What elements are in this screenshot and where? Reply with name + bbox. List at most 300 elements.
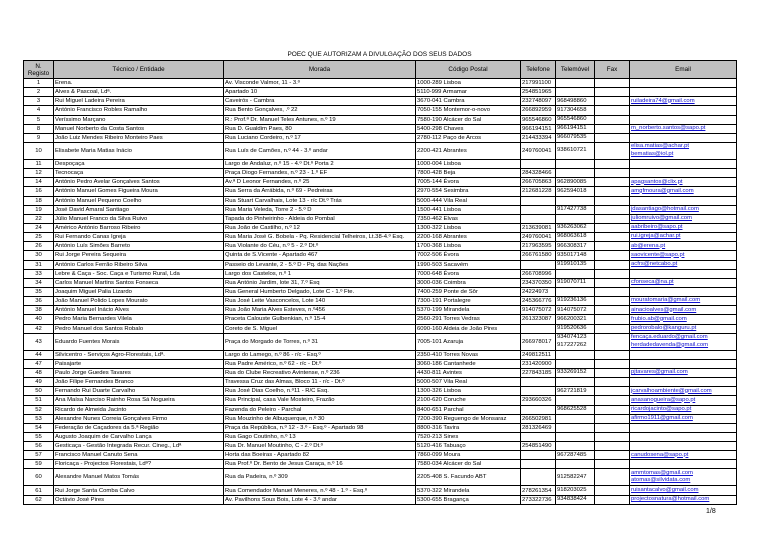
email-cell — [630, 423, 737, 432]
email-link[interactable]: herdadedavenda@gmail.com — [631, 341, 709, 348]
table-row — [24, 414, 737, 423]
postal-code-cell: 2200-168 Abrantes — [416, 233, 521, 242]
name-cell: Silvicentro - Serviços Agro-Florestais, Ldª. — [54, 350, 224, 359]
email-link[interactable]: ruiladeira74@gmail.com — [631, 97, 695, 104]
address-cell: Rua Maria José G. Bobela - Pq. Residencial Telheiros, Lt.38-4.º Esq. — [224, 233, 416, 242]
phone-cell: 231420900 — [521, 359, 556, 368]
registo-cell: 61 — [24, 486, 54, 495]
fax-cell — [595, 423, 630, 432]
mobile-cell — [556, 260, 595, 269]
mobile-cell — [556, 396, 595, 405]
mobile-number: 967287485 — [557, 451, 587, 458]
name-cell: Lebre & Caça - Soc. Caça e Turismo Rural, Lda — [54, 269, 224, 278]
address-cell: Rua Luís de Camões, n.º 44 - 3.º andar — [224, 142, 416, 159]
phone-cell: 278261354 — [521, 486, 556, 495]
postal-code-cell: 7200-390 Reguengo de Monsaraz — [416, 414, 521, 423]
address-cell: Rua Gago Coutinho, n.º 13 — [224, 432, 416, 441]
postal-code-cell: 2205-408 S. Facundo ABT — [416, 469, 521, 486]
name-cell: Tecnocaça — [54, 169, 224, 178]
table-row — [24, 260, 737, 269]
registo-cell: 12 — [24, 169, 54, 178]
address-cell: Av. Visconde Valmor, 11 - 3.º — [224, 79, 416, 88]
mobile-number: 936263062 — [557, 224, 587, 231]
registo-cell: 3 — [24, 97, 54, 106]
name-cell: Ricardo de Almeida Jacinto — [54, 405, 224, 414]
mobile-number: 968063618 — [557, 233, 587, 240]
fax-cell — [595, 359, 630, 368]
email-cell — [630, 205, 737, 214]
email-cell — [630, 214, 737, 223]
address-cell: Rua do Clube Recreativo Avintense, n.º 236 — [224, 368, 416, 377]
fax-cell — [595, 442, 630, 451]
fax-cell — [595, 124, 630, 133]
address-cell: Rua João de Castilho, n.º 12 — [224, 223, 416, 232]
fax-cell — [595, 178, 630, 187]
fax-cell — [595, 196, 630, 205]
name-cell: Paisajarte — [54, 359, 224, 368]
registo-cell: 44 — [24, 350, 54, 359]
fax-cell — [595, 79, 630, 88]
email-link[interactable]: mouratomaria@gmail.com — [631, 297, 701, 304]
mobile-cell — [556, 142, 595, 159]
email-link[interactable]: acfrs@netcabo.pt — [631, 260, 678, 267]
name-cell: Gesticaça - Gestão Integrada Recur. Cineg., Ldª — [54, 442, 224, 451]
mobile-number: 935017148 — [557, 251, 587, 258]
email-link[interactable]: ammtomas@gmail.com — [631, 469, 693, 476]
email-link[interactable]: aabribeiro@sapo.pt — [631, 224, 683, 231]
registo-cell: 22 — [24, 214, 54, 223]
postal-code-cell: 5120-416 Tabuaço — [416, 442, 521, 451]
fax-cell — [595, 251, 630, 260]
table-row — [24, 451, 737, 460]
email-link[interactable]: ab@erena.pt — [631, 242, 666, 249]
table-row — [24, 405, 737, 414]
fax-cell — [595, 242, 630, 251]
postal-code-cell: 3670-041 Cambra — [416, 97, 521, 106]
name-cell: Floricaça - Projectos Florestais, Ldª? — [54, 460, 224, 469]
email-link[interactable]: apagsantos@clix.pt — [631, 178, 683, 185]
phone-cell — [521, 159, 556, 168]
email-link[interactable]: pjtavares@gmail.com — [631, 369, 688, 376]
table-row — [24, 233, 737, 242]
name-cell: António Manuel Pequeno Coelho — [54, 196, 224, 205]
registo-cell: 26 — [24, 242, 54, 251]
postal-code-cell: 1300-322 Lisboa — [416, 223, 521, 232]
name-cell: Américo António Barroso Ribeiro — [54, 223, 224, 232]
email-cell — [630, 297, 737, 306]
phone-cell: 227843185 — [521, 368, 556, 377]
fax-cell — [595, 187, 630, 196]
mobile-cell — [556, 223, 595, 232]
mobile-number: 914075072 — [557, 306, 587, 313]
phone-cell — [521, 260, 556, 269]
table-row — [24, 396, 737, 405]
postal-code-cell: 3060-186 Cantanhede — [416, 359, 521, 368]
email-link[interactable]: fencaça.eduardo@gmail.com — [631, 334, 708, 341]
email-link[interactable]: atomas@silvidata.com — [631, 477, 691, 484]
mobile-cell — [556, 297, 595, 306]
address-cell: Rua Stuart Carvalhais, Lote 13 - r/c Dt.º Trás — [224, 196, 416, 205]
mobile-cell — [556, 378, 595, 387]
mobile-cell — [556, 124, 595, 133]
mobile-cell — [556, 79, 595, 88]
mobile-cell — [556, 368, 595, 377]
mobile-cell — [556, 97, 595, 106]
name-cell: Federação de Caçadores da 5.ª Região — [54, 423, 224, 432]
address-cell: Praça Diogo Fernandes, n.º 23 - 1.º EF — [224, 169, 416, 178]
postal-code-cell: 1990-503 Sacavém — [416, 260, 521, 269]
contacts-table — [23, 60, 737, 505]
phone-cell — [521, 469, 556, 486]
name-cell: Júlio Manuel Franco da Silva Ruivo — [54, 214, 224, 223]
phone-cell — [521, 205, 556, 214]
registo-cell: 40 — [24, 315, 54, 324]
registo-cell: 14 — [24, 178, 54, 187]
table-row — [24, 460, 737, 469]
email-link[interactable]: amgfmoura@gmail.com — [631, 187, 694, 194]
phone-cell — [521, 214, 556, 223]
table-row — [24, 287, 737, 296]
name-cell: João Manuel Polido Lopes Mourato — [54, 297, 224, 306]
table-row — [24, 115, 737, 124]
address-cell: Apartado 10 — [224, 88, 416, 97]
mobile-cell — [556, 350, 595, 359]
email-link[interactable]: frubio.ab@gmail.com — [631, 315, 687, 322]
email-link[interactable]: bematias@iol.pt — [631, 150, 674, 157]
fax-cell — [595, 169, 630, 178]
mobile-cell — [556, 432, 595, 441]
fax-cell — [595, 414, 630, 423]
name-cell: João Filipe Fernandes Branco — [54, 378, 224, 387]
col-telefone: Telefone — [521, 61, 556, 79]
postal-code-cell: 5370-322 Mirandela — [416, 486, 521, 495]
email-link[interactable]: canudosena@sapo.pt — [631, 451, 689, 458]
email-link[interactable]: ruisantacalvo@gmail.com — [631, 486, 699, 493]
email-cell — [630, 333, 737, 350]
mobile-number: 919236136 — [557, 297, 587, 304]
name-cell: Elisabete Maria Matias Inácio — [54, 142, 224, 159]
name-cell: Pedro Maria Bernardes Vilela — [54, 315, 224, 324]
email-link[interactable]: projectosnatura@hotmail.com — [631, 495, 710, 502]
email-cell — [630, 324, 737, 333]
name-cell: Augusto Joaquim de Carvalho Lança — [54, 432, 224, 441]
postal-code-cell: 1500-441 Lisboa — [416, 205, 521, 214]
mobile-number: 966079535 — [557, 134, 587, 141]
phone-cell: 965546860 — [521, 115, 556, 124]
fax-cell — [595, 287, 630, 296]
fax-cell — [595, 106, 630, 115]
registo-cell: 57 — [24, 451, 54, 460]
registo-cell: 25 — [24, 233, 54, 242]
mobile-number: 933269152 — [557, 369, 587, 376]
fax-cell — [595, 233, 630, 242]
mobile-number: 968625528 — [557, 405, 587, 412]
email-link[interactable]: pedrorobalo@kanguru.pt — [631, 324, 697, 331]
postal-code-cell: 7800-428 Beja — [416, 169, 521, 178]
postal-code-cell: 8800-316 Tavira — [416, 423, 521, 432]
name-cell: Rui Miguel Ladeira Pereira — [54, 97, 224, 106]
header-row — [24, 61, 737, 79]
postal-code-cell: 7050-155 Montemor-o-novo — [416, 106, 521, 115]
table-row — [24, 97, 737, 106]
phone-cell: 24224973 — [521, 287, 556, 296]
fax-cell — [595, 223, 630, 232]
name-cell: Pedro Manuel dos Santos Robalo — [54, 324, 224, 333]
registo-cell: 60 — [24, 469, 54, 486]
postal-code-cell: 2560-291 Torres Vedras — [416, 315, 521, 324]
address-cell: Rua Maria Veleda, Torre 2 - 5.º D — [224, 205, 416, 214]
mobile-cell — [556, 106, 595, 115]
name-cell: Francisco Manuel Canuto Sena — [54, 451, 224, 460]
table-row — [24, 88, 737, 97]
postal-code-cell: 8400-651 Parchal — [416, 405, 521, 414]
email-cell — [630, 451, 737, 460]
mobile-cell — [556, 333, 595, 350]
address-cell: Rua João Maria Alves Esteves, n.º456 — [224, 306, 416, 315]
mobile-cell — [556, 115, 595, 124]
address-cell: Av.ª D Leonor Fernandes, n.º 25 — [224, 178, 416, 187]
postal-code-cell: 1000-289 Lisboa — [416, 79, 521, 88]
mobile-cell — [556, 315, 595, 324]
phone-cell: 234370350 — [521, 278, 556, 287]
mobile-cell — [556, 196, 595, 205]
table-row — [24, 142, 737, 159]
email-cell — [630, 378, 737, 387]
table-row — [24, 133, 737, 142]
registo-cell: 55 — [24, 432, 54, 441]
email-cell — [630, 396, 737, 405]
email-link[interactable]: jcarvalhoambiente@gmail.com — [631, 387, 712, 394]
mobile-number: 966194151 — [557, 125, 587, 132]
email-cell — [630, 495, 737, 504]
email-link[interactable]: ricardojacinto@sapo.pt — [631, 405, 692, 412]
postal-code-cell: 7400-259 Ponte de Sôr — [416, 287, 521, 296]
fax-cell — [595, 460, 630, 469]
table-row — [24, 187, 737, 196]
table-row — [24, 297, 737, 306]
name-cell: Paulo Jorge Guedes Tavares — [54, 368, 224, 377]
email-cell — [630, 187, 737, 196]
email-link[interactable]: afirmo1911@gmail.com — [631, 414, 693, 421]
email-link[interactable]: cfonseca@na.pt — [631, 279, 674, 286]
name-cell: António Luís Simões Barreto — [54, 242, 224, 251]
email-cell — [630, 88, 737, 97]
address-cell: Rua Comendador Manuel Meneres, n.º 48 - 1.º - Esq.º — [224, 486, 416, 495]
phone-cell — [521, 460, 556, 469]
phone-cell: 281326469 — [521, 423, 556, 432]
mobile-cell — [556, 187, 595, 196]
name-cell: Alexandre Manuel Matos Tomás — [54, 469, 224, 486]
fax-cell — [595, 350, 630, 359]
phone-cell — [521, 378, 556, 387]
email-link[interactable]: ainacioalves@gmail.com — [631, 306, 697, 313]
email-link[interactable]: jdasantiago@hotmail.com — [631, 206, 699, 212]
email-cell — [630, 97, 737, 106]
table-row — [24, 423, 737, 432]
phone-cell: 966194151 — [521, 124, 556, 133]
address-cell: Rua Padre Américo, n.º 62 - r/c - Dt.º — [224, 359, 416, 368]
registo-cell: 50 — [24, 387, 54, 396]
fax-cell — [595, 133, 630, 142]
table-row — [24, 169, 737, 178]
phone-cell: 914075072 — [521, 306, 556, 315]
postal-code-cell: 7520-213 Sines — [416, 432, 521, 441]
fax-cell — [595, 495, 630, 504]
name-cell: Alves & Pascoal, Ldª. — [54, 88, 224, 97]
postal-code-cell: 6090-160 Aldeia de João Pires — [416, 324, 521, 333]
email-link[interactable]: saovicente@sapo.pt — [631, 251, 685, 258]
fax-cell — [595, 297, 630, 306]
registo-cell: 33 — [24, 269, 54, 278]
address-cell: Rua Mouzinho de Albuquerque, n.º 30 — [224, 414, 416, 423]
table-row — [24, 359, 737, 368]
registo-cell: 62 — [24, 495, 54, 504]
col-codigo-postal: Código Postal — [416, 61, 521, 79]
page-number: 1/8 — [706, 508, 716, 515]
registo-cell: 49 — [24, 378, 54, 387]
email-link[interactable]: elisa.matias@achar.pt — [631, 143, 690, 150]
mobile-cell — [556, 359, 595, 368]
mobile-number: 968498860 — [557, 97, 587, 104]
registo-cell: 54 — [24, 423, 54, 432]
email-cell — [630, 159, 737, 168]
email-cell — [630, 133, 737, 142]
email-cell — [630, 442, 737, 451]
email-cell — [630, 223, 737, 232]
fax-cell — [595, 159, 630, 168]
address-cell: Rua Serra da Arrábida, n.º 69 - Pedreiras — [224, 187, 416, 196]
name-cell: Manuel Norberto da Costa Santos — [54, 124, 224, 133]
registo-cell: 42 — [24, 324, 54, 333]
name-cell: José David Amaral Santiago — [54, 205, 224, 214]
registo-cell: 4 — [24, 106, 54, 115]
email-cell — [630, 359, 737, 368]
mobile-cell — [556, 414, 595, 423]
mobile-cell — [556, 88, 595, 97]
registo-cell: 56 — [24, 442, 54, 451]
postal-code-cell: 2350-410 Torres Novas — [416, 350, 521, 359]
email-cell — [630, 196, 737, 205]
name-cell: Rui Jorge Santa Comba Calvo — [54, 486, 224, 495]
table-row — [24, 333, 737, 350]
address-cell: Horta das Boeiras - Apartado 82 — [224, 451, 416, 460]
email-cell — [630, 278, 737, 287]
postal-code-cell: 4430-811 Avintes — [416, 368, 521, 377]
table-row — [24, 278, 737, 287]
table-row — [24, 251, 737, 260]
col-fax: Fax — [595, 61, 630, 79]
table-row — [24, 350, 737, 359]
phone-cell: 213639081 — [521, 223, 556, 232]
registo-cell: 10 — [24, 142, 54, 159]
email-link[interactable]: m_norberto.santos@sapo.pt — [631, 125, 706, 132]
fax-cell — [595, 260, 630, 269]
email-cell — [630, 432, 737, 441]
fax-cell — [595, 486, 630, 495]
registo-cell: 43 — [24, 333, 54, 350]
table-row — [24, 442, 737, 451]
phone-cell: 284328466 — [521, 169, 556, 178]
email-link[interactable]: anasanogueira@sapo.pt — [631, 396, 696, 403]
address-cell: Rua António Jardim, lote 31, 7.º Esq — [224, 278, 416, 287]
address-cell: Rua Violante do Céu, n.º 5 - 2.º Dt.º — [224, 242, 416, 251]
registo-cell: 30 — [24, 251, 54, 260]
fax-cell — [595, 451, 630, 460]
name-cell: Alexandre Nunes Correia Gonçalves Firmo — [54, 414, 224, 423]
registo-cell: 51 — [24, 396, 54, 405]
fax-cell — [595, 88, 630, 97]
mobile-cell — [556, 214, 595, 223]
phone-cell: 266705863 — [521, 178, 556, 187]
table-row — [24, 196, 737, 205]
email-cell — [630, 486, 737, 495]
table-row — [24, 387, 737, 396]
mobile-cell — [556, 242, 595, 251]
table-row — [24, 214, 737, 223]
registo-cell: 48 — [24, 368, 54, 377]
address-cell: Largo do Lamego, n.º 86 - r/c - Esq.º — [224, 350, 416, 359]
address-cell: R.: Prof.ª Dr. Manuel Teles Antunes, n.º 19 — [224, 115, 416, 124]
email-cell — [630, 142, 737, 159]
phone-cell: 245366776 — [521, 297, 556, 306]
table-row — [24, 124, 737, 133]
phone-cell — [521, 324, 556, 333]
table-row — [24, 269, 737, 278]
mobile-number: 962890085 — [557, 178, 587, 185]
table-row — [24, 495, 737, 504]
table-row — [24, 368, 737, 377]
postal-code-cell: 3000-036 Coimbra — [416, 278, 521, 287]
email-link[interactable]: rui.igreja@achar.pt — [631, 233, 681, 240]
mobile-cell — [556, 133, 595, 142]
phone-cell: 249812511 — [521, 350, 556, 359]
col-tecnico: Técnico / Entidade — [54, 61, 224, 79]
fax-cell — [595, 469, 630, 486]
postal-code-cell: 7350-462 Elvas — [416, 214, 521, 223]
name-cell: António Carlos Ferrão Ribeiro Silva — [54, 260, 224, 269]
mobile-cell — [556, 278, 595, 287]
name-cell: António Manuel Inácio Alves — [54, 306, 224, 315]
mobile-cell — [556, 306, 595, 315]
mobile-cell — [556, 451, 595, 460]
phone-cell — [521, 451, 556, 460]
phone-cell: 266978017 — [521, 333, 556, 350]
fax-cell — [595, 324, 630, 333]
email-link[interactable]: juliomruivo@gmail.com — [631, 215, 692, 222]
email-cell — [630, 350, 737, 359]
table-row — [24, 159, 737, 168]
table-row — [24, 223, 737, 232]
postal-code-cell: 7580-034 Alcácer do Sal — [416, 460, 521, 469]
postal-code-cell: 1300-326 Lisboa — [416, 387, 521, 396]
registo-cell: 59 — [24, 460, 54, 469]
name-cell: Veríssimo Marçano — [54, 115, 224, 124]
email-cell — [630, 405, 737, 414]
email-cell — [630, 387, 737, 396]
postal-code-cell: 2780-112 Paço de Arcos — [416, 133, 521, 142]
table-row — [24, 205, 737, 214]
table-row — [24, 324, 737, 333]
mobile-number: 934838424 — [557, 495, 587, 502]
phone-cell: 212681228 — [521, 187, 556, 196]
mobile-number: 962594018 — [557, 187, 587, 194]
mobile-number: 962721819 — [557, 387, 587, 394]
name-cell: Octávio José Pires — [54, 495, 224, 504]
email-cell — [630, 251, 737, 260]
address-cell: Caveirós - Cambra — [224, 97, 416, 106]
phone-cell: 232748097 — [521, 97, 556, 106]
postal-code-cell: 5000-507 Vila Real — [416, 378, 521, 387]
